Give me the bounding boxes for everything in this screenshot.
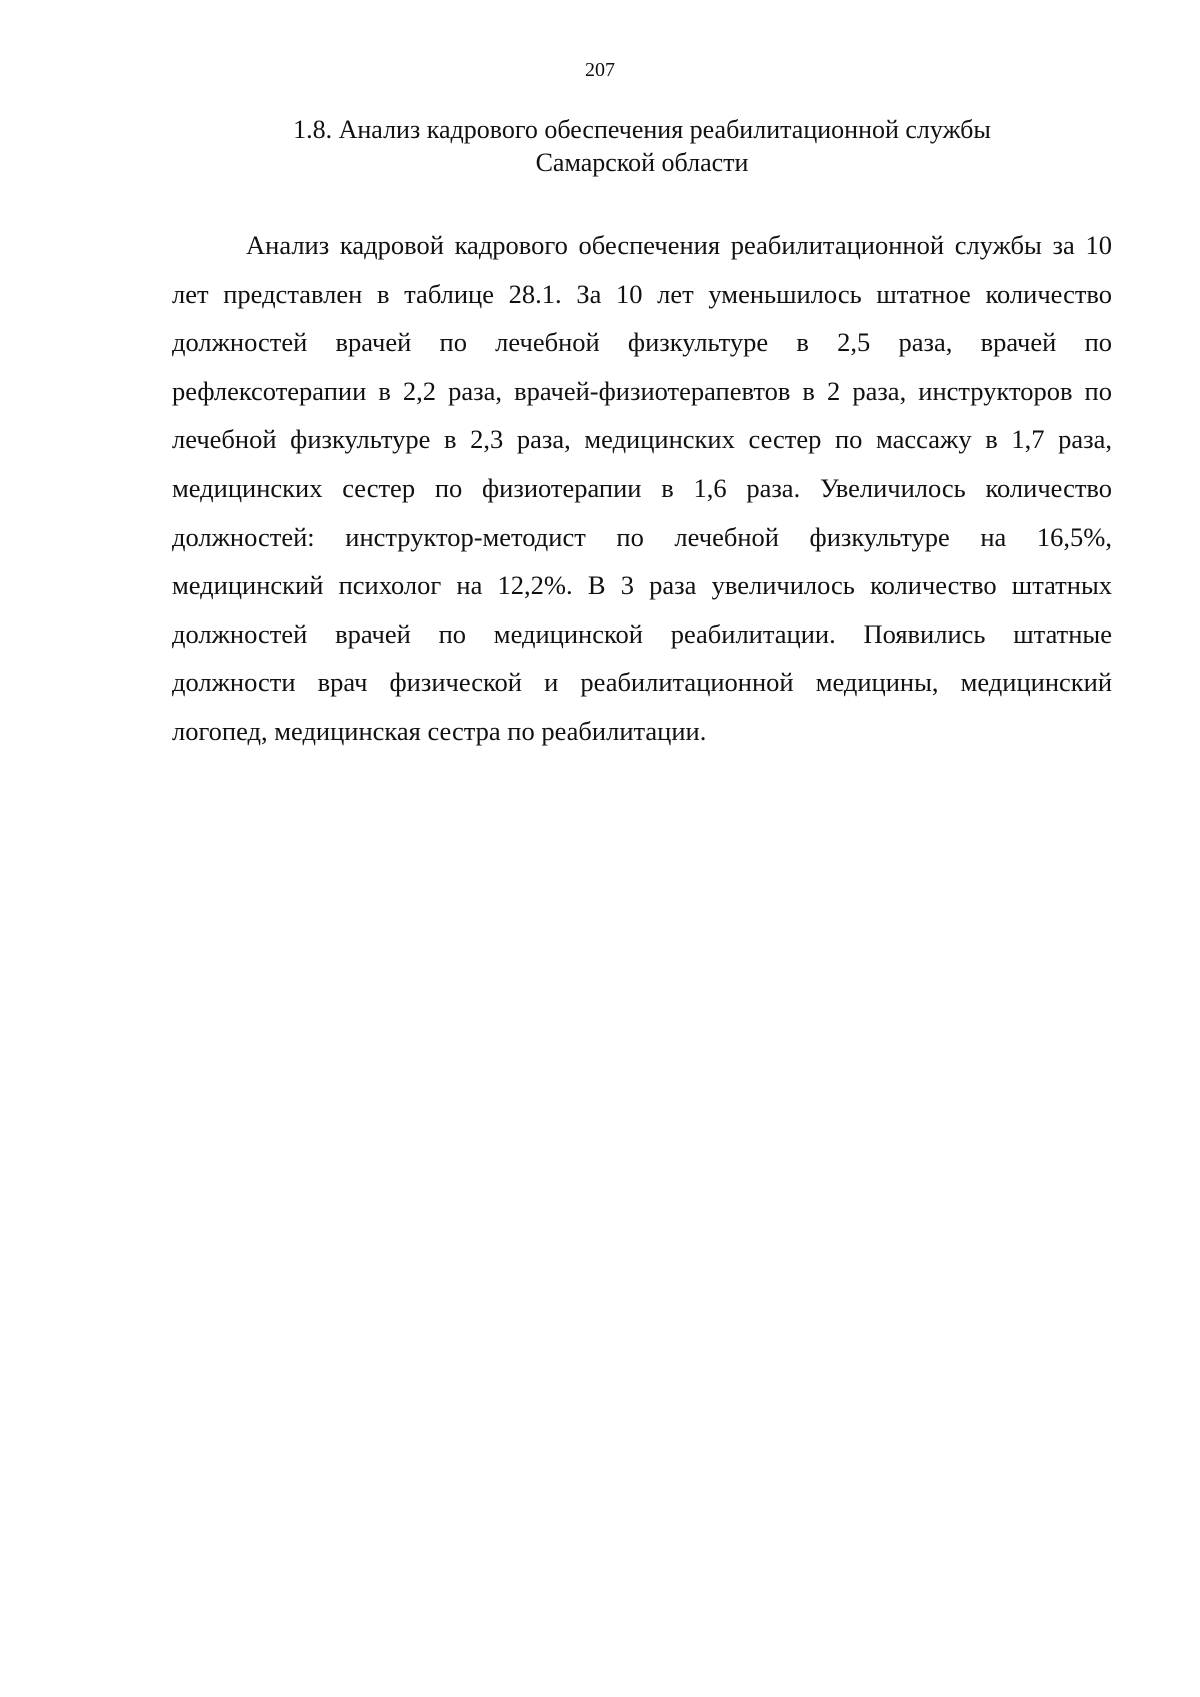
section-heading xyxy=(172,113,1112,179)
body-paragraph: Анализ кадровой кадрового обеспечения реабилитационной службы за 10 лет представлен в таблице 28.1. За 10 лет уменьшилось штатное количество должностей врачей по лечебной физкультуре в 2,5 раза, врачей по рефлексотерапии в 2,2 раза, врачей-физиотерапевтов в 2 раза, инструкторов по лечебной физкультуре в 2,3 раза, медицинских сестер по массажу в 1,7 раза, медицинских сестер по физиотерапии в 1,6 раза. Увеличилось количество должностей: инструктор-методист по лечебной физкультуре на 16,5%, медицинский психолог на 12,2%. В 3 раза увеличилось количество штатных должностей врачей по медицинской реабилитации. Появились штатные должности врач физической и реабилитационной медицины, медицинский логопед, медицинская сестра по реабилитации. xyxy=(172,230,1112,746)
page-number: 207 xyxy=(585,59,615,81)
section-heading-line-2: Самарской области xyxy=(535,148,749,177)
section-heading-line-1: 1.8. Анализ кадрового обеспечения реабилитационной службы xyxy=(293,115,991,144)
